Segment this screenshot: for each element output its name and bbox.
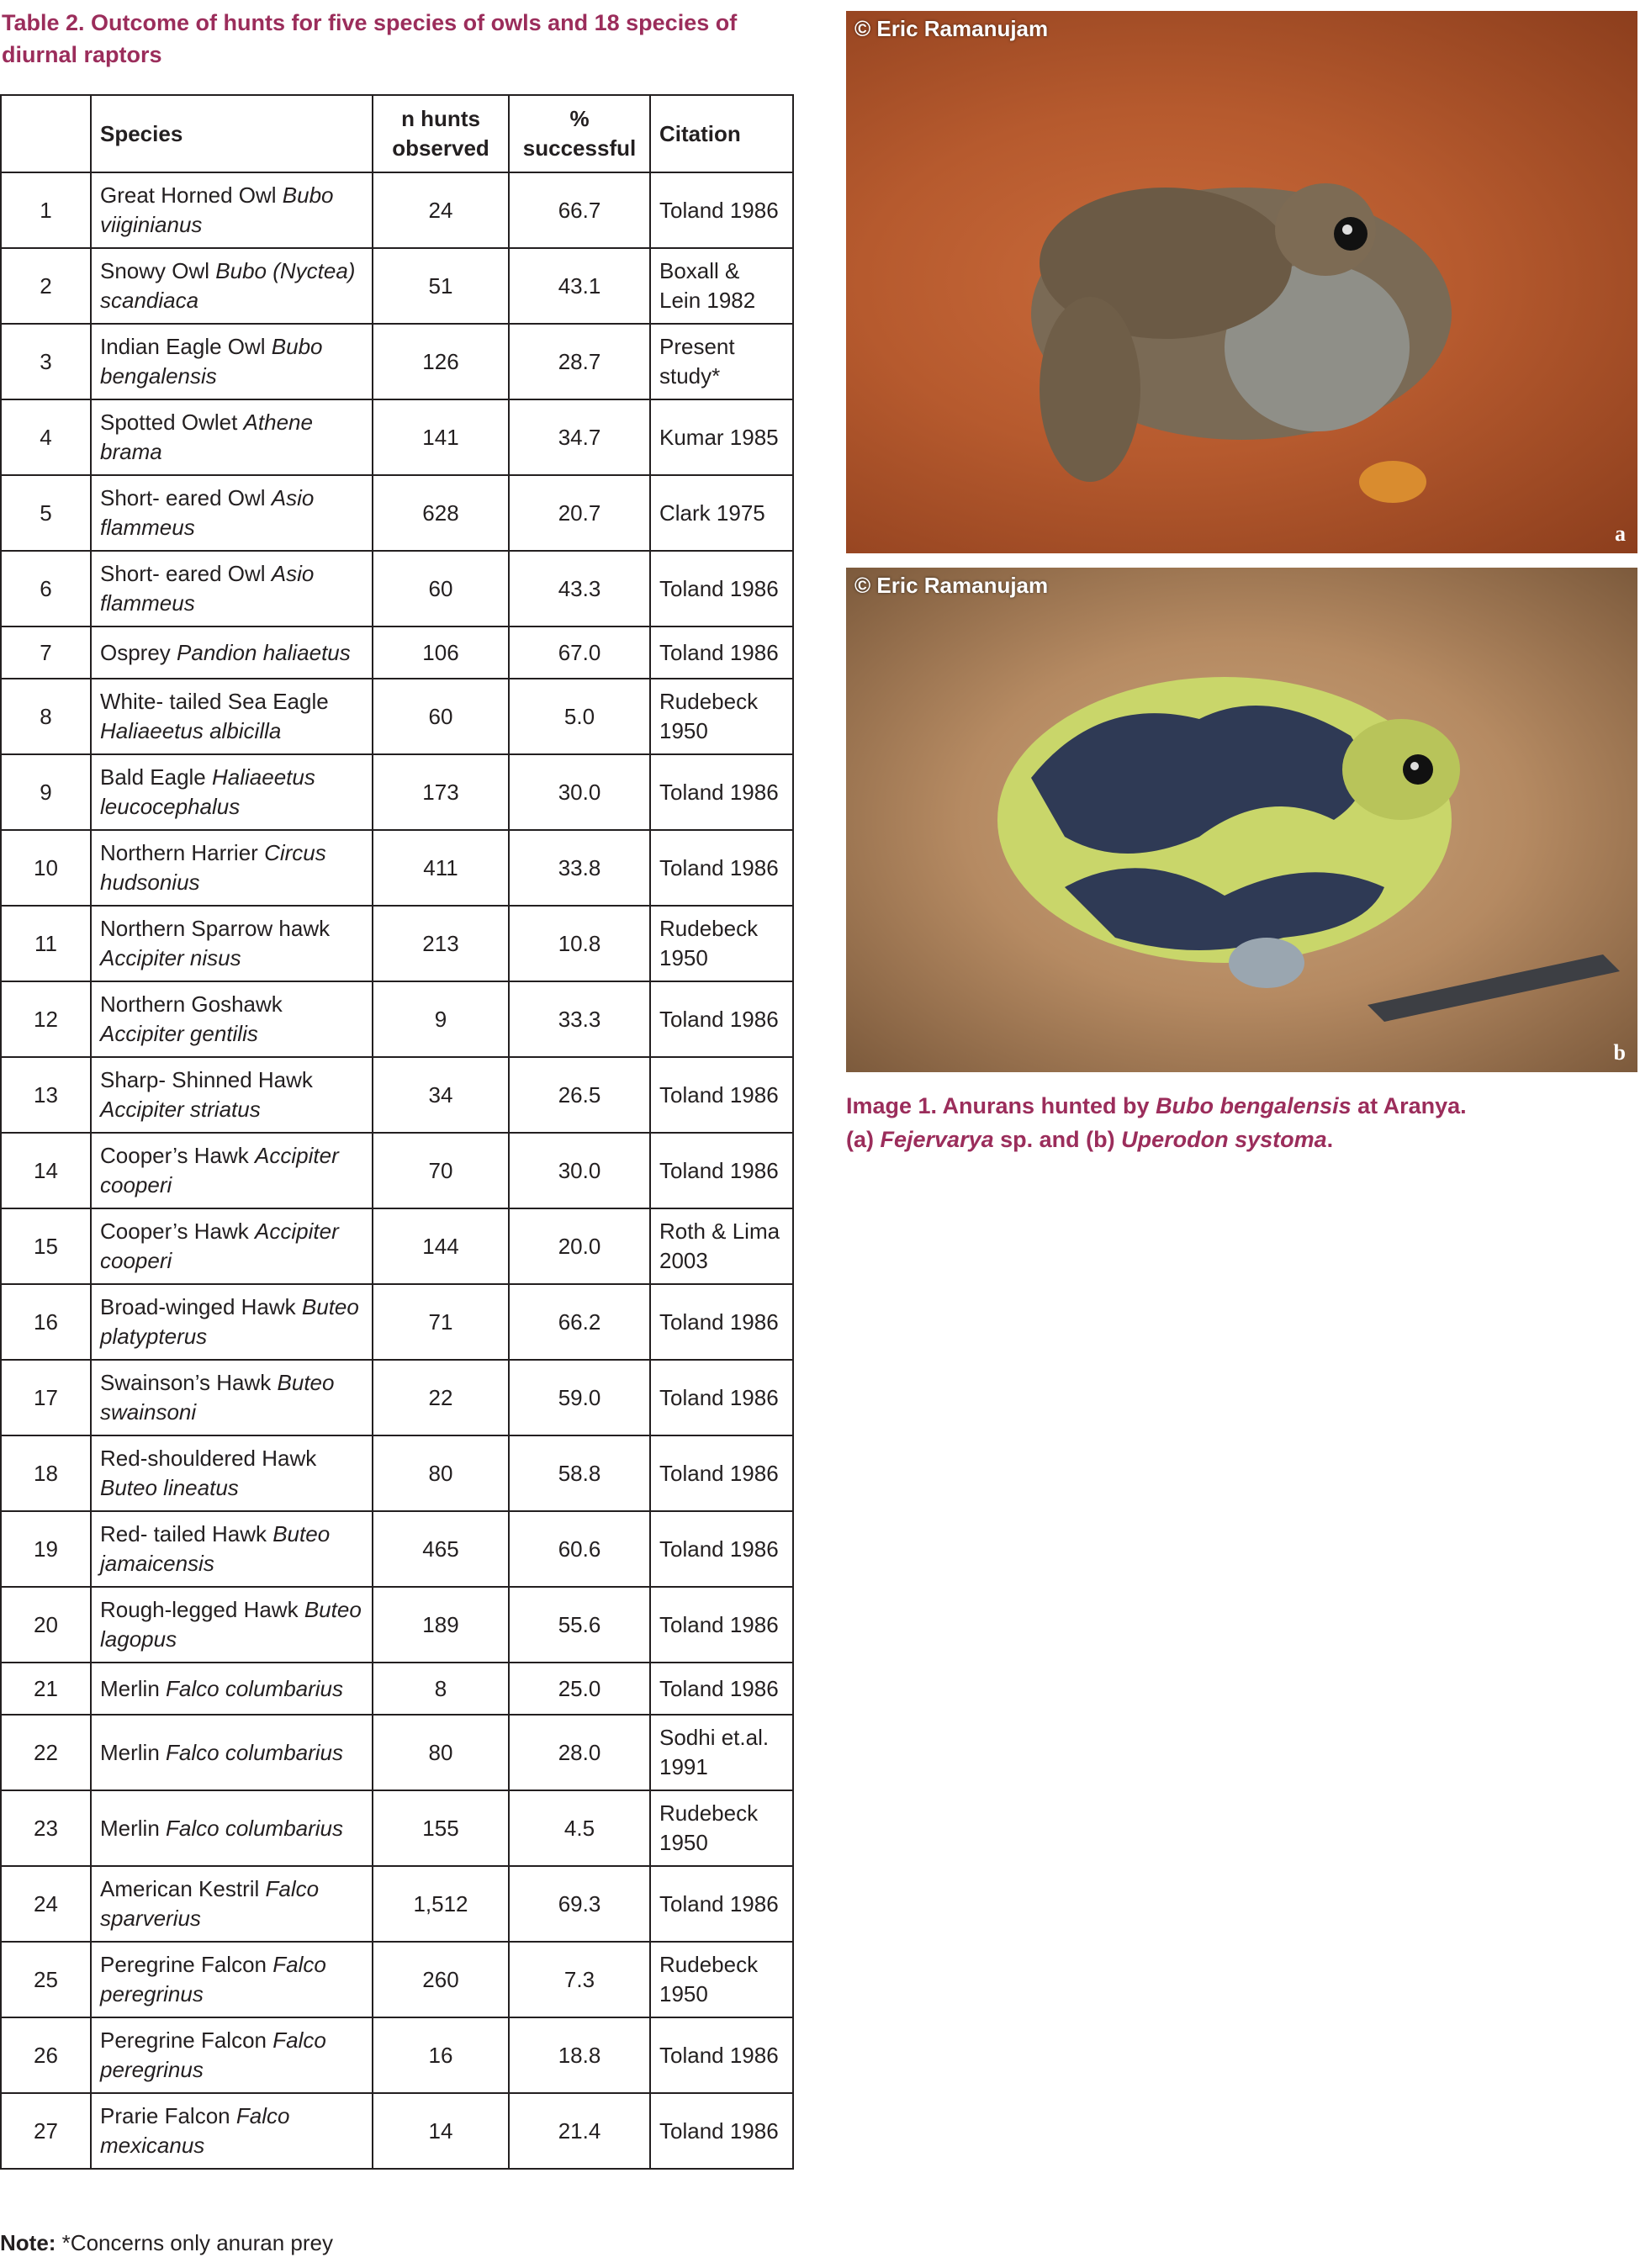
hunts-observed: 16 <box>373 2017 509 2093</box>
image-caption-species-2: Fejervarya <box>880 1127 994 1152</box>
table-row <box>1 551 793 626</box>
species-common-name: Northern Goshawk <box>100 991 283 1017</box>
hunts-observed: 628 <box>373 475 509 551</box>
table-row <box>1 626 793 679</box>
species-scientific-name: Buteo platypterus <box>100 1294 359 1349</box>
percent-successful: 4.5 <box>509 1790 650 1866</box>
hunts-observed: 144 <box>373 1208 509 1284</box>
species-scientific-name: Asio flammeus <box>100 485 315 540</box>
species-cell <box>91 1866 373 1942</box>
row-index: 13 <box>1 1057 91 1133</box>
hunts-observed: 80 <box>373 1715 509 1790</box>
citation: Rudebeck 1950 <box>650 906 793 981</box>
species-common-name: Osprey <box>100 639 171 665</box>
percent-successful: 7.3 <box>509 1942 650 2017</box>
row-index: 1 <box>1 172 91 248</box>
species-scientific-name: Bubo bengalensis <box>100 334 323 389</box>
species-cell <box>91 1790 373 1866</box>
percent-successful: 69.3 <box>509 1866 650 1942</box>
species-common-name: Peregrine Falcon <box>100 1952 267 1977</box>
row-index: 7 <box>1 626 91 679</box>
citation: Clark 1975 <box>650 475 793 551</box>
row-index: 20 <box>1 1587 91 1663</box>
row-index: 3 <box>1 324 91 399</box>
citation: Toland 1986 <box>650 1866 793 1942</box>
header-n-hunts: n hunts observed <box>373 95 509 172</box>
percent-successful: 33.3 <box>509 981 650 1057</box>
hunts-observed: 22 <box>373 1360 509 1435</box>
image-caption-mid-2: sp. and (b) <box>993 1127 1122 1152</box>
species-cell <box>91 1942 373 2017</box>
row-index: 6 <box>1 551 91 626</box>
species-scientific-name: Buteo lineatus <box>100 1475 239 1500</box>
species-cell <box>91 2093 373 2169</box>
species-common-name: Indian Eagle Owl <box>100 334 266 359</box>
citation: Roth & Lima 2003 <box>650 1208 793 1284</box>
table-row <box>1 2017 793 2093</box>
percent-successful: 28.0 <box>509 1715 650 1790</box>
percent-successful: 33.8 <box>509 830 650 906</box>
header-percent-successful: % successful <box>509 95 650 172</box>
species-common-name: American Kestril <box>100 1876 260 1901</box>
percent-successful: 26.5 <box>509 1057 650 1133</box>
table-row <box>1 1715 793 1790</box>
citation: Toland 1986 <box>650 981 793 1057</box>
row-index: 5 <box>1 475 91 551</box>
hunts-observed: 70 <box>373 1133 509 1208</box>
species-common-name: Sharp- Shinned Hawk <box>100 1067 313 1092</box>
citation: Toland 1986 <box>650 1360 793 1435</box>
species-scientific-name: Falco columbarius <box>166 1675 344 1701</box>
species-common-name: Great Horned Owl <box>100 182 277 208</box>
percent-successful: 43.3 <box>509 551 650 626</box>
percent-successful: 59.0 <box>509 1360 650 1435</box>
species-scientific-name: Accipiter cooperi <box>100 1219 339 1273</box>
percent-successful: 43.1 <box>509 248 650 324</box>
species-cell <box>91 2017 373 2093</box>
percent-successful: 60.6 <box>509 1511 650 1587</box>
citation: Toland 1986 <box>650 1587 793 1663</box>
citation: Rudebeck 1950 <box>650 1942 793 2017</box>
species-common-name: Snowy Owl <box>100 258 210 283</box>
species-common-name: Short- eared Owl <box>100 485 266 510</box>
species-cell <box>91 475 373 551</box>
species-scientific-name: Asio flammeus <box>100 561 315 616</box>
percent-successful: 21.4 <box>509 2093 650 2169</box>
image-caption-mid-1: at Aranya. <box>1351 1093 1467 1118</box>
table-row <box>1 1360 793 1435</box>
row-index: 19 <box>1 1511 91 1587</box>
hunts-observed: 80 <box>373 1435 509 1511</box>
citation: Sodhi et.al. 1991 <box>650 1715 793 1790</box>
hunts-observed: 189 <box>373 1587 509 1663</box>
species-cell <box>91 1208 373 1284</box>
species-scientific-name: Accipiter striatus <box>100 1097 261 1122</box>
table-row <box>1 830 793 906</box>
species-common-name: Swainson’s Hawk <box>100 1370 272 1395</box>
citation: Toland 1986 <box>650 1663 793 1715</box>
species-scientific-name: Falco peregrinus <box>100 2027 326 2082</box>
table-row <box>1 1208 793 1284</box>
table-row <box>1 172 793 248</box>
citation: Kumar 1985 <box>650 399 793 475</box>
percent-successful: 10.8 <box>509 906 650 981</box>
row-index: 26 <box>1 2017 91 2093</box>
header-citation: Citation <box>650 95 793 172</box>
species-cell <box>91 1715 373 1790</box>
citation: Toland 1986 <box>650 830 793 906</box>
hunts-observed: 141 <box>373 399 509 475</box>
row-index: 25 <box>1 1942 91 2017</box>
image-caption-species-1: Bubo bengalensis <box>1156 1093 1352 1118</box>
citation: Toland 1986 <box>650 172 793 248</box>
species-cell <box>91 1360 373 1435</box>
photo-uperodon <box>846 568 1637 1072</box>
hunts-observed: 173 <box>373 754 509 830</box>
species-scientific-name: Haliaeetus albicilla <box>100 718 282 743</box>
table-note <box>0 2230 333 2256</box>
hunts-observed: 465 <box>373 1511 509 1587</box>
table-row <box>1 1790 793 1866</box>
percent-successful: 55.6 <box>509 1587 650 1663</box>
image-caption-end: . <box>1326 1127 1334 1152</box>
table-row <box>1 981 793 1057</box>
row-index: 2 <box>1 248 91 324</box>
species-scientific-name: Accipiter nisus <box>100 945 241 970</box>
percent-successful: 25.0 <box>509 1663 650 1715</box>
row-index: 18 <box>1 1435 91 1511</box>
species-cell <box>91 324 373 399</box>
species-common-name: Broad-winged Hawk <box>100 1294 296 1319</box>
photo-fejervarya <box>846 11 1637 553</box>
percent-successful: 67.0 <box>509 626 650 679</box>
species-common-name: Short- eared Owl <box>100 561 266 586</box>
species-cell <box>91 551 373 626</box>
percent-successful: 18.8 <box>509 2017 650 2093</box>
note-label: Note: <box>0 2230 56 2255</box>
species-common-name: Rough-legged Hawk <box>100 1597 299 1622</box>
hunts-observed: 213 <box>373 906 509 981</box>
table-row <box>1 1435 793 1511</box>
species-common-name: Red-shouldered Hawk <box>100 1446 317 1471</box>
row-index: 12 <box>1 981 91 1057</box>
species-scientific-name: Accipiter cooperi <box>100 1143 339 1197</box>
frog-a-illustration <box>846 11 1637 553</box>
species-common-name: Cooper’s Hawk <box>100 1143 249 1168</box>
citation: Boxall & Lein 1982 <box>650 248 793 324</box>
frog-b-illustration <box>846 568 1637 1072</box>
row-index: 17 <box>1 1360 91 1435</box>
species-scientific-name: Buteo jamaicensis <box>100 1521 331 1576</box>
header-species: Species <box>91 95 373 172</box>
species-common-name: Peregrine Falcon <box>100 2027 267 2053</box>
percent-successful: 5.0 <box>509 679 650 754</box>
species-common-name: Northern Harrier <box>100 840 258 865</box>
species-common-name: Red- tailed Hawk <box>100 1521 267 1546</box>
species-cell <box>91 1057 373 1133</box>
table-row <box>1 1942 793 2017</box>
percent-successful: 34.7 <box>509 399 650 475</box>
species-common-name: Bald Eagle <box>100 764 206 790</box>
species-common-name: Northern Sparrow hawk <box>100 916 331 941</box>
image-caption <box>846 1089 1603 1156</box>
table-row <box>1 906 793 981</box>
row-index: 14 <box>1 1133 91 1208</box>
photo-label-b: b <box>1613 1040 1626 1065</box>
header-index <box>1 95 91 172</box>
percent-successful: 20.0 <box>509 1208 650 1284</box>
row-index: 24 <box>1 1866 91 1942</box>
species-scientific-name: Buteo lagopus <box>100 1597 362 1652</box>
image-caption-part-a: (a) <box>846 1127 881 1152</box>
photo-label-a: a <box>1615 521 1626 546</box>
species-common-name: Spotted Owlet <box>100 410 238 435</box>
species-cell <box>91 830 373 906</box>
hunts-observed: 24 <box>373 172 509 248</box>
note-text: *Concerns only anuran prey <box>61 2230 333 2255</box>
table-body <box>1 172 793 2169</box>
species-cell <box>91 1435 373 1511</box>
species-common-name: Prarie Falcon <box>100 2103 230 2128</box>
citation: Toland 1986 <box>650 754 793 830</box>
species-scientific-name: Bubo (Nyctea) scandiaca <box>100 258 356 313</box>
species-scientific-name: Falco columbarius <box>166 1815 344 1841</box>
table-row <box>1 754 793 830</box>
hunts-observed: 411 <box>373 830 509 906</box>
citation: Toland 1986 <box>650 626 793 679</box>
row-index: 8 <box>1 679 91 754</box>
hunts-table <box>0 94 794 2170</box>
species-scientific-name: Falco columbarius <box>166 1739 344 1765</box>
species-cell <box>91 754 373 830</box>
table-row <box>1 679 793 754</box>
percent-successful: 58.8 <box>509 1435 650 1511</box>
table-row <box>1 1511 793 1587</box>
percent-successful: 66.2 <box>509 1284 650 1360</box>
hunts-observed: 8 <box>373 1663 509 1715</box>
species-scientific-name: Pandion haliaetus <box>177 639 351 665</box>
table-row <box>1 1057 793 1133</box>
hunts-observed: 60 <box>373 679 509 754</box>
row-index: 27 <box>1 2093 91 2169</box>
percent-successful: 28.7 <box>509 324 650 399</box>
citation: Toland 1986 <box>650 2017 793 2093</box>
hunts-observed: 1,512 <box>373 1866 509 1942</box>
hunts-observed: 106 <box>373 626 509 679</box>
species-cell <box>91 1663 373 1715</box>
photo-credit-b: © Eric Ramanujam <box>854 573 1049 598</box>
species-cell <box>91 981 373 1057</box>
species-common-name: White- tailed Sea Eagle <box>100 689 329 714</box>
hunts-observed: 126 <box>373 324 509 399</box>
row-index: 22 <box>1 1715 91 1790</box>
table-row <box>1 399 793 475</box>
photo-credit-a: © Eric Ramanujam <box>854 16 1049 41</box>
species-scientific-name: Haliaeetus leucocephalus <box>100 764 315 819</box>
percent-successful: 30.0 <box>509 754 650 830</box>
species-cell <box>91 906 373 981</box>
table-row <box>1 1866 793 1942</box>
table-header-row <box>1 95 793 172</box>
table-caption: Table 2. Outcome of hunts for five species of owls and 18 species of diurnal raptors <box>2 10 738 67</box>
percent-successful: 66.7 <box>509 172 650 248</box>
species-cell <box>91 172 373 248</box>
citation: Toland 1986 <box>650 1057 793 1133</box>
row-index: 23 <box>1 1790 91 1866</box>
species-cell <box>91 626 373 679</box>
species-scientific-name: Athene brama <box>100 410 313 464</box>
hunts-observed: 9 <box>373 981 509 1057</box>
row-index: 21 <box>1 1663 91 1715</box>
table-row <box>1 324 793 399</box>
hunts-observed: 34 <box>373 1057 509 1133</box>
image-caption-species-3: Uperodon systoma <box>1121 1127 1327 1152</box>
table-row <box>1 1133 793 1208</box>
table-row <box>1 1663 793 1715</box>
row-index: 10 <box>1 830 91 906</box>
image-caption-prefix: Image 1. Anurans hunted by <box>846 1093 1156 1118</box>
table-row <box>1 1284 793 1360</box>
table-row <box>1 1587 793 1663</box>
species-cell <box>91 1284 373 1360</box>
species-cell <box>91 1587 373 1663</box>
table-row <box>1 2093 793 2169</box>
species-scientific-name: Circus hudsonius <box>100 840 326 895</box>
species-cell <box>91 679 373 754</box>
citation: Toland 1986 <box>650 551 793 626</box>
citation: Rudebeck 1950 <box>650 1790 793 1866</box>
row-index: 9 <box>1 754 91 830</box>
hunts-observed: 155 <box>373 1790 509 1866</box>
citation: Toland 1986 <box>650 1511 793 1587</box>
row-index: 11 <box>1 906 91 981</box>
citation: Toland 1986 <box>650 2093 793 2169</box>
species-scientific-name: Falco peregrinus <box>100 1952 326 2006</box>
table-row <box>1 475 793 551</box>
species-cell <box>91 248 373 324</box>
species-scientific-name: Buteo swainsoni <box>100 1370 335 1425</box>
hunts-observed: 14 <box>373 2093 509 2169</box>
hunts-observed: 260 <box>373 1942 509 2017</box>
species-scientific-name: Falco mexicanus <box>100 2103 290 2158</box>
species-scientific-name: Accipiter gentilis <box>100 1021 258 1046</box>
hunts-observed: 71 <box>373 1284 509 1360</box>
species-cell <box>91 1511 373 1587</box>
species-common-name: Merlin <box>100 1675 160 1701</box>
species-cell <box>91 399 373 475</box>
percent-successful: 20.7 <box>509 475 650 551</box>
species-scientific-name: Falco sparverius <box>100 1876 320 1931</box>
species-common-name: Cooper’s Hawk <box>100 1219 249 1244</box>
row-index: 16 <box>1 1284 91 1360</box>
species-cell <box>91 1133 373 1208</box>
species-scientific-name: Bubo viiginianus <box>100 182 334 237</box>
citation: Present study* <box>650 324 793 399</box>
table-row <box>1 248 793 324</box>
row-index: 15 <box>1 1208 91 1284</box>
species-common-name: Merlin <box>100 1815 160 1841</box>
citation: Toland 1986 <box>650 1435 793 1511</box>
percent-successful: 30.0 <box>509 1133 650 1208</box>
citation: Toland 1986 <box>650 1284 793 1360</box>
citation: Toland 1986 <box>650 1133 793 1208</box>
hunts-observed: 51 <box>373 248 509 324</box>
hunts-observed: 60 <box>373 551 509 626</box>
species-common-name: Merlin <box>100 1739 160 1765</box>
citation: Rudebeck 1950 <box>650 679 793 754</box>
row-index: 4 <box>1 399 91 475</box>
